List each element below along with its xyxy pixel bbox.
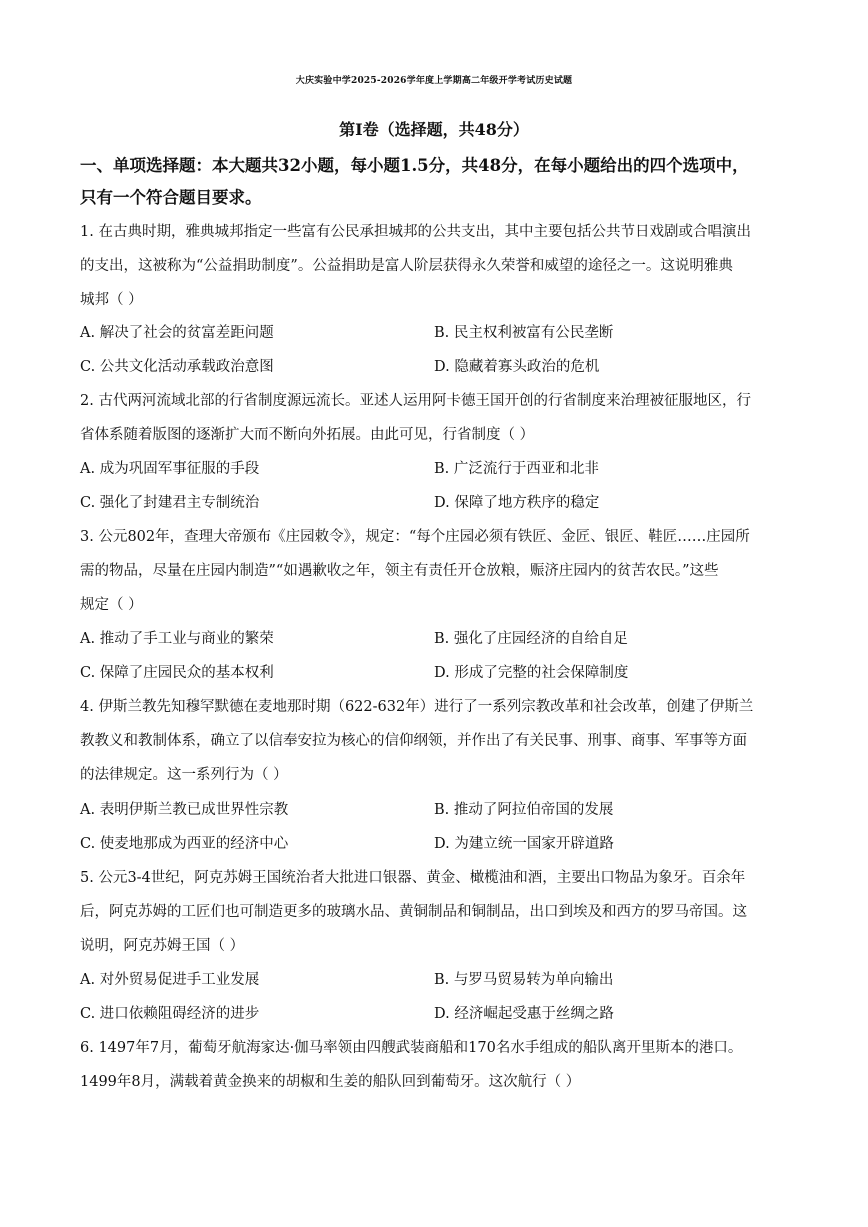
question-2-stem-line-1: 2. 古代两河流域北部的行省制度源远流长。亚述人运用阿卡德王国开创的行省制度来治理被征服地区，行 bbox=[80, 393, 751, 409]
question-1-option-d: D. 隐藏着寡头政治的危机 bbox=[434, 359, 600, 375]
question-5-option-c: C. 进口依赖阻碍经济的进步 bbox=[80, 1006, 260, 1022]
question-3-option-c: C. 保障了庄园民众的基本权利 bbox=[80, 665, 274, 681]
question-5-option-a: A. 对外贸易促进手工业发展 bbox=[80, 972, 260, 988]
question-2-option-a: A. 成为巩固军事征服的手段 bbox=[80, 461, 260, 477]
volume-heading: 第Ⅰ卷（选择题，共48分） bbox=[339, 120, 529, 139]
section-instructions-line-1: 一、单项选择题：本大题共32小题，每小题1.5分，共48分，在每小题给出的四个选项中， bbox=[80, 156, 749, 175]
question-1-stem-line-3: 城邦（ ） bbox=[80, 292, 143, 308]
exam-title: 大庆实验中学2025-2026学年度上学期高二年级开学考试历史试题 bbox=[295, 76, 573, 86]
section-instructions-line-2: 只有一个符合题目要求。 bbox=[80, 188, 262, 207]
question-1-stem-line-1: 1. 在古典时期，雅典城邦指定一些富有公民承担城邦的公共支出，其中主要包括公共节日戏剧或合唱演出 bbox=[80, 224, 751, 240]
question-4-option-a: A. 表明伊斯兰教已成世界性宗教 bbox=[80, 802, 289, 818]
question-3-stem-line-3: 规定（ ） bbox=[80, 597, 143, 613]
question-1-option-c: C. 公共文化活动承载政治意图 bbox=[80, 359, 274, 375]
question-4-option-d: D. 为建立统一国家开辟道路 bbox=[434, 836, 614, 852]
question-4-option-b: B. 推动了阿拉伯帝国的发展 bbox=[434, 802, 614, 818]
section-instructions bbox=[80, 150, 796, 214]
question-3-option-d: D. 形成了完整的社会保障制度 bbox=[434, 665, 629, 681]
question-4-option-c: C. 使麦地那成为西亚的经济中心 bbox=[80, 836, 289, 852]
question-3-option-b: B. 强化了庄园经济的自给自足 bbox=[434, 631, 628, 647]
question-4-stem-line-3: 的法律规定。这一系列行为（ ） bbox=[80, 767, 288, 783]
question-1-option-b: B. 民主权利被富有公民垄断 bbox=[434, 325, 614, 341]
question-6-stem-line-1: 6. 1497年7月，葡萄牙航海家达·伽马率领由四艘武装商船和170名水手组成的船队离开里斯本的港口。 bbox=[80, 1040, 743, 1056]
question-2-stem-line-2: 省体系随着版图的逐渐扩大而不断向外拓展。由此可见，行省制度（ ） bbox=[80, 427, 535, 443]
question-3-option-a: A. 推动了手工业与商业的繁荣 bbox=[80, 631, 274, 647]
question-3-stem-line-2: 需的物品，尽量在庄园内制造”“如遇歉收之年，领主有责任开仓放粮，赈济庄园内的贫苦农民。”这些 bbox=[80, 563, 719, 579]
question-5-stem-line-1: 5. 公元3-4世纪，阿克苏姆王国统治者大批进口银器、黄金、橄榄油和酒，主要出口物品为象牙。百余年 bbox=[80, 870, 746, 886]
question-4-stem-line-1: 4. 伊斯兰教先知穆罕默德在麦地那时期（622-632年）进行了一系列宗教改革和社会改革，创建了伊斯兰 bbox=[80, 699, 754, 715]
question-1-stem-line-2: 的支出，这被称为“公益捐助制度”。公益捐助是富人阶层获得永久荣誉和威望的途径之一。这说明雅典 bbox=[80, 258, 733, 274]
question-2-option-c: C. 强化了封建君主专制统治 bbox=[80, 495, 260, 511]
question-5-stem-line-2: 后，阿克苏姆的工匠们也可制造更多的玻璃水品、黄铜制品和铜制品，出口到埃及和西方的罗马帝国。这 bbox=[80, 904, 747, 920]
question-4-stem-line-2: 教教义和教制体系，确立了以信奉安拉为核心的信仰纲领，并作出了有关民事、刑事、商事、军事等方面 bbox=[80, 733, 747, 749]
question-1-option-a: A. 解决了社会的贫富差距问题 bbox=[80, 325, 274, 341]
question-2-option-b: B. 广泛流行于西亚和北非 bbox=[434, 461, 599, 477]
question-5-stem-line-3: 说明，阿克苏姆王国（ ） bbox=[80, 938, 245, 954]
question-5-option-d: D. 经济崛起受惠于丝绸之路 bbox=[434, 1006, 614, 1022]
question-2-option-d: D. 保障了地方秩序的稳定 bbox=[434, 495, 600, 511]
question-3-stem-line-1: 3. 公元802年，查理大帝颁布《庄园敕令》，规定：“每个庄园必须有铁匠、金匠、银匠、鞋匠……庄园所 bbox=[80, 529, 750, 545]
question-6-stem-line-2: 1499年8月，满载着黄金换来的胡椒和生姜的船队回到葡萄牙。这次航行（ ） bbox=[80, 1074, 581, 1090]
question-5-option-b: B. 与罗马贸易转为单向输出 bbox=[434, 972, 614, 988]
